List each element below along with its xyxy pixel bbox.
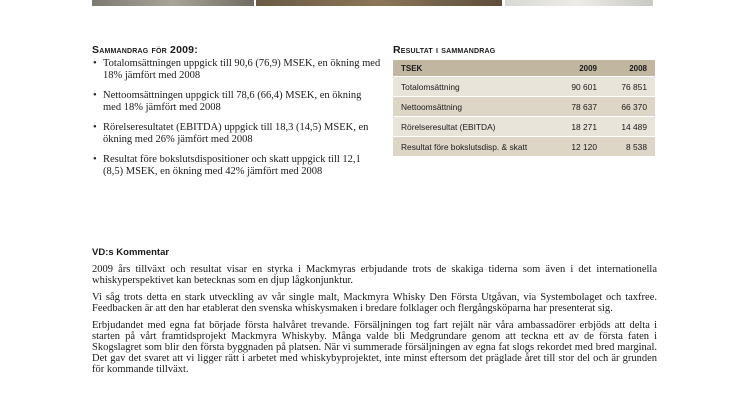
value-2009: 90 601 [545, 77, 605, 97]
value-2009: 78 637 [545, 97, 605, 117]
row-label: Totalomsättning [393, 77, 545, 97]
row-label: Rörelseresultat (EBITDA) [393, 117, 545, 137]
header-photo-2 [256, 0, 502, 6]
summary-bullet: • Nettoomsättningen uppgick till 78,6 (66,4) MSEK, en ökning med 18% jämfört med 2008 [92, 90, 382, 114]
summary-section [92, 44, 382, 186]
table-row [393, 137, 655, 157]
value-2009: 18 271 [545, 117, 605, 137]
table-row [393, 97, 655, 117]
row-label: Resultat före bokslutsdisp. & skatt [393, 137, 545, 157]
value-2009: 12 120 [545, 137, 605, 157]
vd-paragraph: Vi såg trots detta en stark utveckling av vår single malt, Mackmyra Whisky Den Första Utgåvan, via Systembolaget och taxfree. Feedbacken är att den har etablerat den svenska whiskysmaken i bredare folklager och flergångsköparna har presenterat sig. [92, 292, 657, 314]
value-2008: 66 370 [605, 97, 655, 117]
header-photo-3 [505, 0, 653, 6]
col-header-2008: 2008 [605, 60, 655, 77]
vd-comment-heading: VD:s Kommentar [92, 247, 170, 258]
results-header-row [393, 60, 655, 77]
vd-paragraph: 2009 års tillväxt och resultat visar en styrka i Mackmyras erbjudande trots de skakiga tiderna som även i det internationella whiskyperspektivet kan betecknas som en djup lågkonjunktur. [92, 264, 657, 286]
value-2008: 76 851 [605, 77, 655, 97]
summary-heading: Sammandrag för 2009: [92, 44, 198, 56]
results-table [393, 60, 655, 156]
summary-bullet: • Resultat före bokslutsdispositioner och skatt uppgick till 12,1 (8,5) MSEK, en ökning med 42% jämfört med 2008 [92, 154, 382, 178]
summary-bullet: • Totalomsättningen uppgick till 90,6 (76,9) MSEK, en ökning med 18% jämfört med 2008 [92, 58, 382, 82]
value-2008: 14 489 [605, 117, 655, 137]
results-heading: Resultat i sammandrag [393, 44, 496, 56]
vd-comment-section [92, 247, 657, 381]
results-section [393, 44, 655, 156]
value-2008: 8 538 [605, 137, 655, 157]
vd-paragraph: Erbjudandet med egna fat började första halvåret trevande. Försäljningen tog fart rejält när våra ambassadörer erbjöds att delta i starten på vårt framtidsprojekt Mackmyra Whiskyby. Många valde bli Medgrundare genom att teckna ett av de första faten i Skogslagret som blir den första byggnaden på platsen. När vi summerade försäljningen av egna fat slogs rekordet med bred marginal. Det gav det svaret att vi ligger rätt i arbetet med whiskybyprojektet, inte minst eftersom det präglade året till stor del och är grunden för kommande tillväxt. [92, 320, 657, 375]
row-label: Nettoomsättning [393, 97, 545, 117]
col-header-2009: 2009 [545, 60, 605, 77]
table-row [393, 77, 655, 97]
header-photo-1 [92, 0, 254, 6]
summary-bullet: • Rörelseresultatet (EBITDA) uppgick till 18,3 (14,5) MSEK, en ökning med 26% jämfört med 2008 [92, 122, 382, 146]
col-header-tsek: TSEK [393, 60, 545, 77]
header-photo-strip [92, 0, 653, 6]
table-row [393, 117, 655, 137]
summary-bullet-list [92, 58, 382, 178]
